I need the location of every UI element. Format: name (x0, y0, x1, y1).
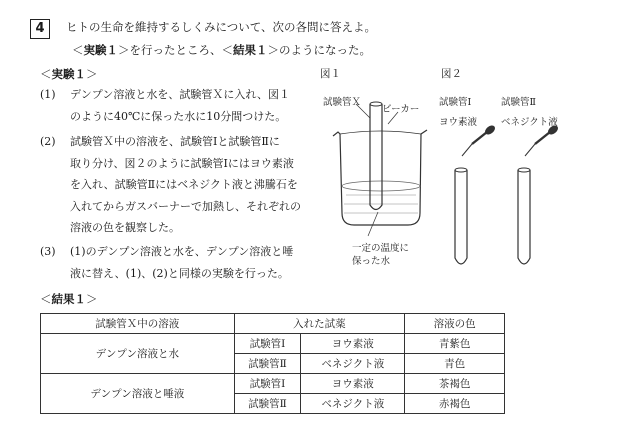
figure-1-beaker-label: ビーカー (382, 104, 420, 115)
header-reagent: 入れた試薬 (234, 314, 405, 334)
lead-mid: ＞を行ったところ、＜ (118, 43, 233, 57)
experiment-heading-title: 実験１ (51, 67, 86, 81)
color-cell: 赤褐色 (405, 394, 505, 414)
figure-1-beaker-illustration (333, 102, 427, 236)
solution-cell: デンプン溶液と水 (41, 334, 235, 374)
question-number: 4 (30, 19, 50, 39)
lead-experiment-label: 実験１ (83, 43, 118, 57)
figure-1-tube-label: 試験管Ｘ (323, 97, 362, 108)
tube-cell: 試験管Ⅰ (234, 374, 301, 394)
step-line: 取り分け、図２のように試験管Ⅰにはヨウ素液 (70, 156, 294, 170)
result-table (40, 313, 505, 414)
reagent-cell: ベネジクト液 (301, 394, 405, 414)
step-line: のように40℃に保った水に10分間つけた。 (70, 109, 287, 123)
figure-2-tube-1-label: 試験管Ⅰ (439, 97, 472, 108)
step-number: (1) (40, 88, 56, 101)
experiment-heading-open: ＜ (40, 67, 52, 81)
figure-1-water-label-2: 保った水 (352, 256, 391, 267)
figure-2-test-tubes-illustration (455, 125, 559, 264)
step-line: 試験管Ｘ中の溶液を、試験管Ⅰと試験管Ⅱに (70, 135, 280, 148)
table-row (41, 334, 505, 354)
reagent-cell: ベネジクト液 (301, 354, 405, 374)
color-cell: 青色 (405, 354, 505, 374)
lead-result-label: 結果１ (233, 43, 268, 57)
table-header-row (41, 314, 505, 334)
result-heading (40, 291, 98, 307)
color-cell: 青紫色 (405, 334, 505, 354)
step-line: 溶液の色を観察した。 (70, 221, 180, 234)
header-color: 溶液の色 (405, 314, 505, 334)
step-number: (3) (40, 245, 56, 258)
tube-cell: 試験管Ⅱ (234, 394, 301, 414)
step-line: 入れてからガスバーナーで加熱し、それぞれの (70, 199, 301, 213)
step-line: (1)のデンプン溶液と水を、デンプン溶液と唾 (70, 245, 294, 258)
figure-2-tube-2-label: 試験管Ⅱ (501, 97, 536, 108)
figure-1-water-label-1: 一定の温度に (352, 243, 410, 254)
table-row (41, 374, 505, 394)
figure-2-reagent-1-label: ヨウ素液 (439, 117, 478, 128)
step-line: デンプン溶液と水を、試験管Ｘに入れ、図１ (70, 88, 290, 101)
question-intro: ヒトの生命を維持するしくみについて、次の各問に答えよ。 (66, 20, 377, 34)
header-solution: 試験管Ｘ中の溶液 (41, 314, 235, 334)
reagent-cell: ヨウ素液 (301, 374, 405, 394)
tube-cell: 試験管Ⅰ (234, 334, 301, 354)
step-number: (2) (40, 135, 56, 148)
color-cell: 茶褐色 (405, 374, 505, 394)
solution-cell: デンプン溶液と唾液 (41, 374, 235, 414)
result-heading-close: ＞ (86, 292, 98, 306)
figure-2-title: 図２ (441, 68, 462, 80)
result-heading-open: ＜ (40, 292, 52, 306)
figure-1-title: 図１ (320, 68, 341, 80)
step-line: 液に替え、(1)、(2)と同様の実験を行った。 (70, 266, 289, 280)
experiment-heading-close: ＞ (86, 67, 98, 81)
step-line: を入れ、試験管Ⅱにはベネジクト液と沸騰石を (70, 178, 298, 191)
reagent-cell: ヨウ素液 (301, 334, 405, 354)
result-heading-title: 結果１ (51, 292, 86, 306)
tube-cell: 試験管Ⅱ (234, 354, 301, 374)
lead-open: ＜ (72, 43, 84, 57)
lead-after: ＞のようになった。 (267, 43, 371, 57)
figure-2-reagent-2-label: ベネジクト液 (501, 117, 558, 128)
